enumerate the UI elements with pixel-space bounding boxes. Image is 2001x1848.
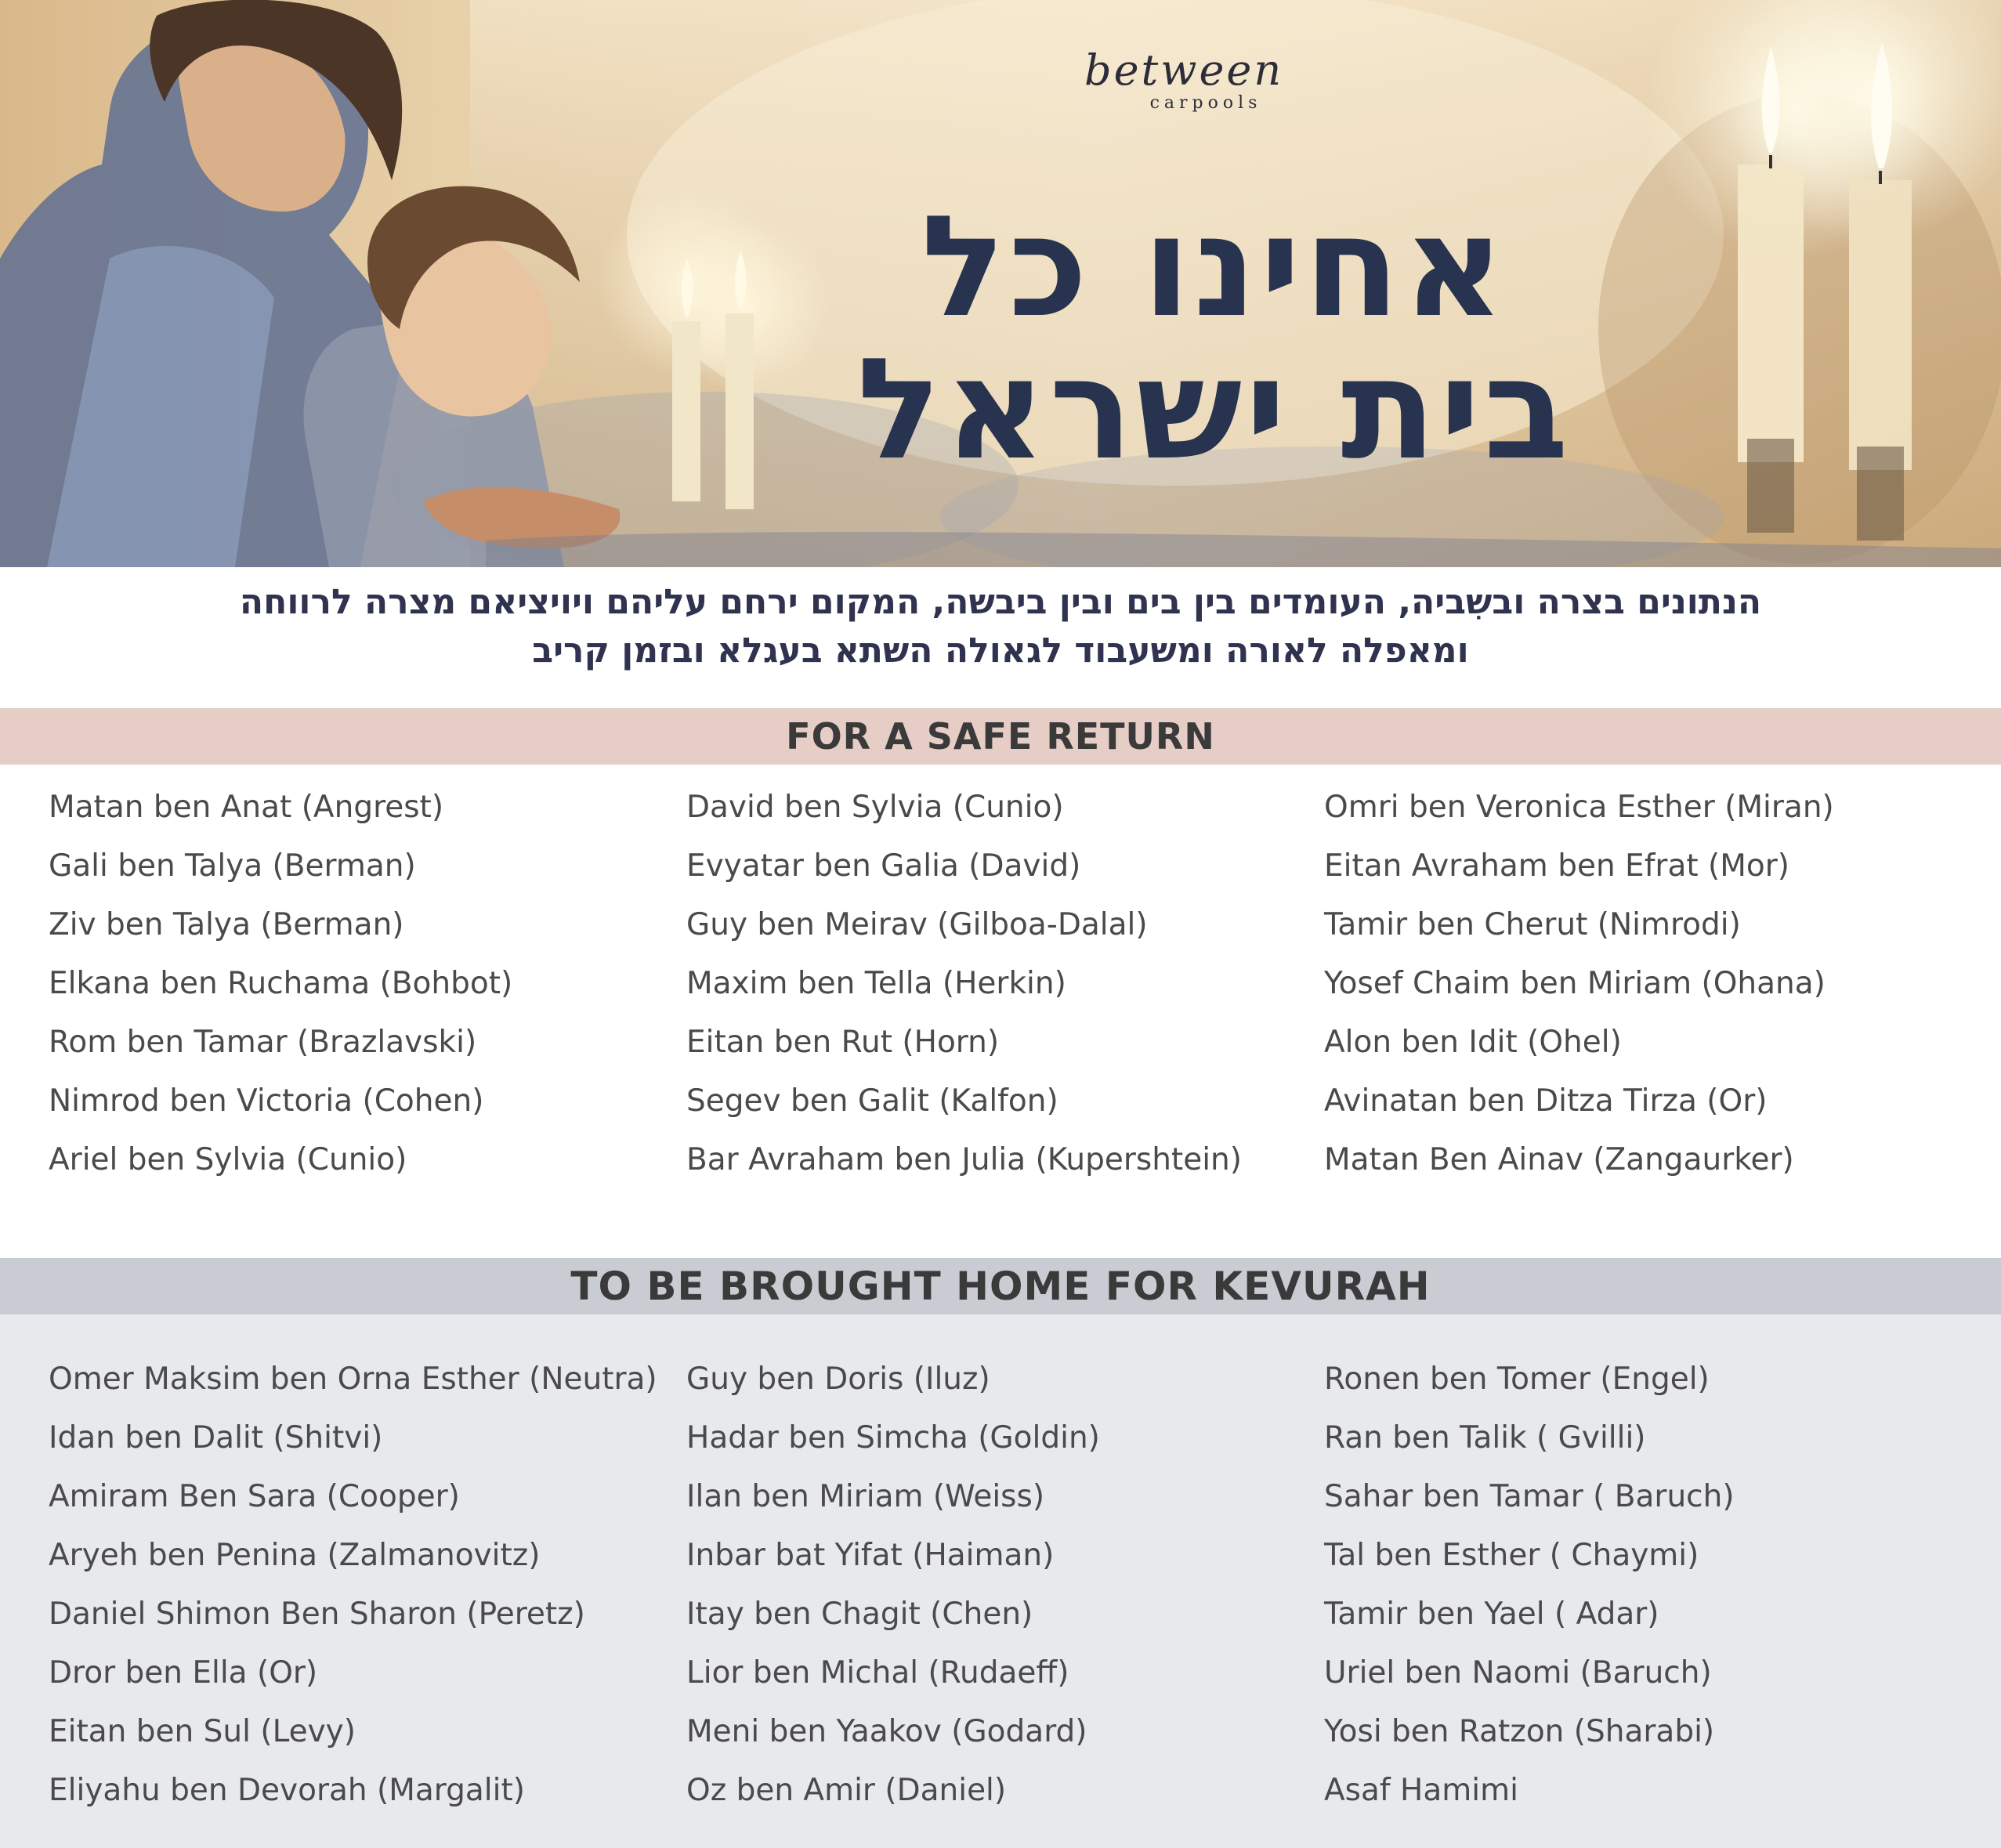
name-item: Idan ben Dalit (Shitvi) <box>49 1420 383 1456</box>
name-item: Rom ben Tamar (Brazlavski) <box>49 1025 477 1060</box>
name-item: Yosi ben Ratzon (Sharabi) <box>1324 1714 1715 1749</box>
dedication-line2: ומאפלה לאורה ומשעבוד לגאולה השתא בעגלא ובזמן קריב <box>532 631 1469 671</box>
name-item: Meni ben Yaakov (Godard) <box>686 1714 1087 1749</box>
name-item: Bar Avraham ben Julia (Kupershtein) <box>686 1142 1242 1177</box>
name-item: Eitan Avraham ben Efrat (Mor) <box>1324 848 1790 884</box>
name-item: Ran ben Talik ( Gvilli) <box>1324 1420 1646 1456</box>
name-item: Maxim ben Tella (Herkin) <box>686 966 1066 1001</box>
safe-return-column-1 <box>49 778 512 1189</box>
name-item: Oz ben Amir (Daniel) <box>686 1773 1007 1808</box>
name-item: Tal ben Esther ( Chaymi) <box>1324 1538 1699 1573</box>
kevurah-column-1 <box>49 1350 657 1820</box>
name-item: Ronen ben Tomer (Engel) <box>1324 1362 1710 1397</box>
name-item: Uriel ben Naomi (Baruch) <box>1324 1655 1712 1691</box>
name-item: Itay ben Chagit (Chen) <box>686 1597 1033 1632</box>
name-item: Guy ben Doris (Iluz) <box>686 1362 990 1397</box>
name-item: Hadar ben Simcha (Goldin) <box>686 1420 1100 1456</box>
name-item: Eitan ben Sul (Levy) <box>49 1714 356 1749</box>
name-item: Nimrod ben Victoria (Cohen) <box>49 1083 484 1119</box>
name-item: Aryeh ben Penina (Zalmanovitz) <box>49 1538 541 1573</box>
kevurah-column-3 <box>1324 1350 1735 1820</box>
dedication-line1: הנתונים בצרה ובשִביה, העומדים בין בים ובין ביבשה, המקום ירחם עליהם ויויציאם מצרה לרווחה <box>239 582 1762 622</box>
name-item: Daniel Shimon Ben Sharon (Peretz) <box>49 1597 585 1632</box>
brand-logo <box>1084 45 1284 113</box>
safe-return-column-2 <box>686 778 1242 1189</box>
dedication-text <box>118 578 1883 675</box>
name-item: Lior ben Michal (Rudaeff) <box>686 1655 1069 1691</box>
name-item: Inbar bat Yifat (Haiman) <box>686 1538 1055 1573</box>
name-item: Segev ben Galit (Kalfon) <box>686 1083 1058 1119</box>
name-item: Gali ben Talya (Berman) <box>49 848 416 884</box>
name-item: Alon ben Idit (Ohel) <box>1324 1025 1622 1060</box>
brand-logo-bottom: carpools <box>1149 93 1262 113</box>
name-item: Avinatan ben Ditza Tirza (Or) <box>1324 1083 1768 1119</box>
name-item: Dror ben Ella (Or) <box>49 1655 318 1691</box>
hebrew-title-line1: אחינו כל <box>921 186 1508 348</box>
name-item: Ilan ben Miriam (Weiss) <box>686 1479 1045 1514</box>
name-item: Guy ben Meirav (Gilboa-Dalal) <box>686 907 1148 942</box>
name-item: David ben Sylvia (Cunio) <box>686 790 1064 825</box>
hebrew-title <box>768 186 1661 490</box>
name-item: Tamir ben Yael ( Adar) <box>1324 1597 1659 1632</box>
name-item: Matan ben Anat (Angrest) <box>49 790 444 825</box>
name-item: Yosef Chaim ben Miriam (Ohana) <box>1324 966 1826 1001</box>
name-item: Amiram Ben Sara (Cooper) <box>49 1479 460 1514</box>
name-item: Ziv ben Talya (Berman) <box>49 907 404 942</box>
name-item: Eliyahu ben Devorah (Margalit) <box>49 1773 525 1808</box>
header-banner <box>0 0 2001 567</box>
safe-return-column-3 <box>1324 778 1834 1189</box>
name-item: Evyatar ben Galia (David) <box>686 848 1081 884</box>
name-item: Asaf Hamimi <box>1324 1773 1518 1808</box>
name-item: Omer Maksim ben Orna Esther (Neutra) <box>49 1362 657 1397</box>
name-item: Sahar ben Tamar ( Baruch) <box>1324 1479 1735 1514</box>
hebrew-title-line2: בית ישראל <box>856 328 1572 490</box>
name-item: Omri ben Veronica Esther (Miran) <box>1324 790 1834 825</box>
brand-logo-top: between <box>1084 45 1284 95</box>
kevurah-column-2 <box>686 1350 1100 1820</box>
safe-return-heading: FOR A SAFE RETURN <box>0 708 2001 765</box>
name-item: Ariel ben Sylvia (Cunio) <box>49 1142 407 1177</box>
name-item: Matan Ben Ainav (Zangaurker) <box>1324 1142 1794 1177</box>
kevurah-heading: TO BE BROUGHT HOME FOR KEVURAH <box>0 1258 2001 1315</box>
name-item: Elkana ben Ruchama (Bohbot) <box>49 966 513 1001</box>
name-item: Eitan ben Rut (Horn) <box>686 1025 1000 1060</box>
name-item: Tamir ben Cherut (Nimrodi) <box>1324 907 1741 942</box>
